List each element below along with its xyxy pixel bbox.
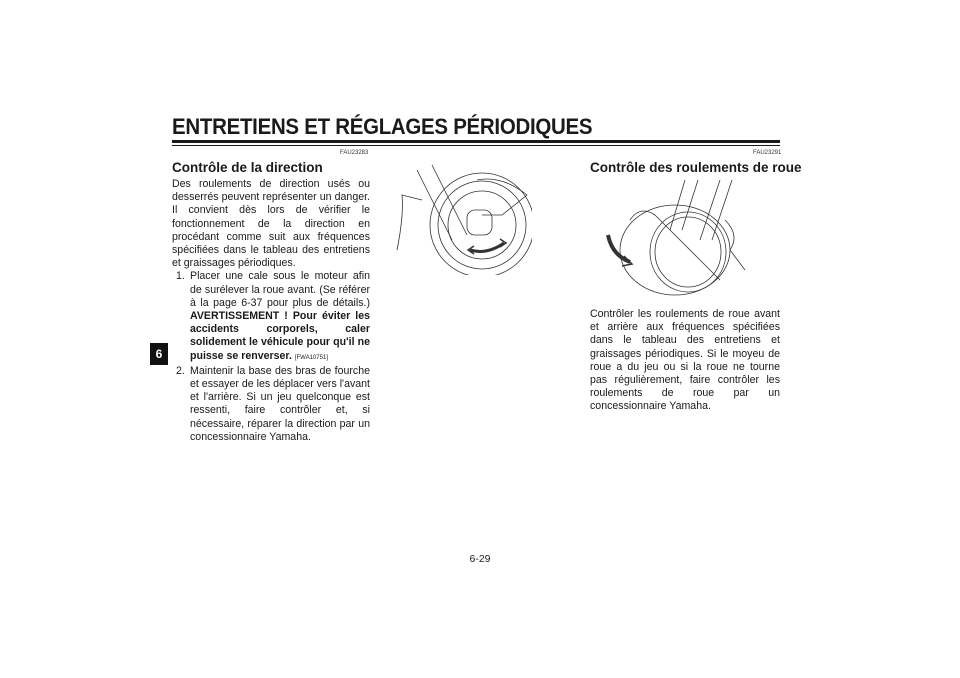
step-item — [172, 270, 370, 364]
step-number: 1. — [176, 270, 185, 283]
left-column — [172, 178, 370, 444]
intro-paragraph: Des roulements de direction usés ou desserrés peuvent représenter un danger. Il convient dès lors de vérifier le fonctionnement de la direction en procédant comme suit aux fréquences spécifiées dans le tableau des entretiens et graissages périodiques. — [172, 178, 370, 270]
page-title: ENTRETIENS ET RÉGLAGES PÉRIODIQUES — [172, 114, 593, 139]
warning-code: [FWA10751] — [294, 354, 328, 361]
section-code: FAU23283 — [340, 150, 369, 156]
title-rule — [172, 140, 780, 143]
step-number: 2. — [176, 364, 185, 377]
step-text: Maintenir la base des bras de fourche et essayer de les déplacer vers l'avant et l'arrière. Si un jeu quelconque est ressenti, faire contrôler et, si nécessaire, réparer la direction par un concessionnaire Yamaha. — [190, 364, 370, 443]
steering-check-illustration — [392, 155, 532, 275]
section-heading: Contrôle des roulements de roue — [590, 160, 802, 175]
title-rule-thin — [172, 145, 780, 146]
page-number: 6-29 — [469, 553, 491, 565]
section-code: FAU23291 — [753, 150, 782, 156]
step-text: Placer une cale sous le moteur afin de surélever la roue avant. (Se référer à la page 6-37 pour plus de détails.) — [190, 270, 370, 309]
wheel-bearing-illustration — [600, 180, 750, 298]
step-item — [172, 365, 370, 444]
warning-text: AVERTISSEMENT ! Pour éviter les accidents corporels, caler solidement le véhicule pour qu'il ne puisse se renverser. — [190, 310, 370, 362]
chapter-tab: 6 — [150, 343, 168, 365]
section-heading: Contrôle de la direction — [172, 160, 323, 175]
right-paragraph: Contrôler les roulements de roue avant et arrière aux fréquences spécifiées dans le tableau des entretiens et graissages périodiques. Si le moyeu de roue a du jeu ou si la roue ne tourne pas régulièrement, faire contrôler les roulements de roue par un concessionnaire Yamaha. — [590, 308, 780, 413]
